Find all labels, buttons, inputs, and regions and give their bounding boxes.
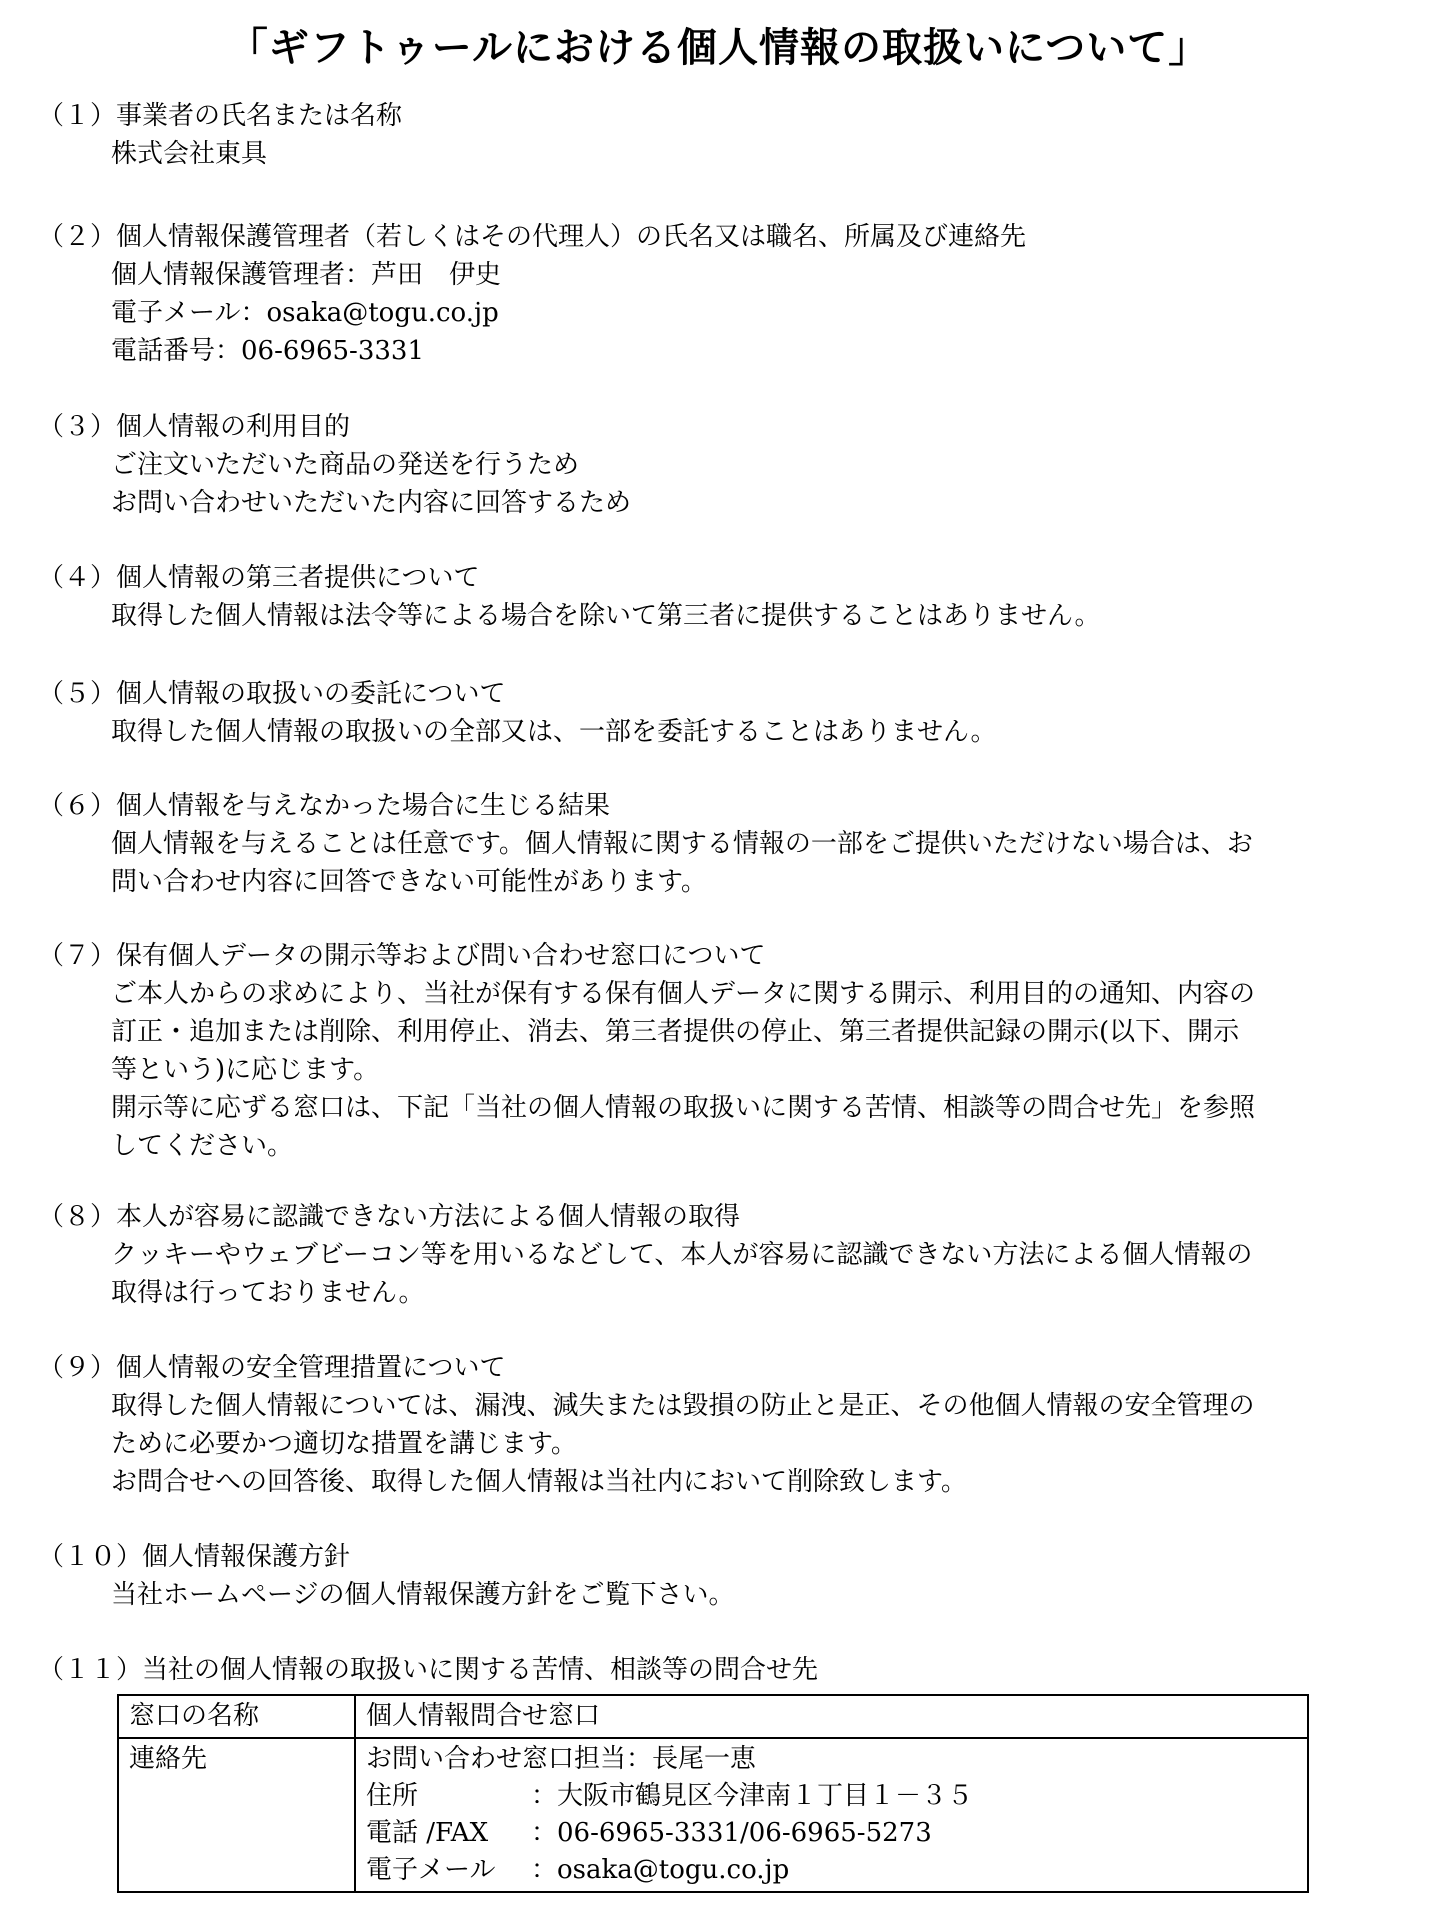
section-2 xyxy=(38,218,1408,370)
contact-address-row xyxy=(366,1778,1297,1815)
section-line: 電話番号：06-6965-3331 xyxy=(111,336,424,366)
section-heading: （１１）当社の個人情報の取扱いに関する苦情、相談等の問合せ先 xyxy=(38,1655,819,1685)
email-value: ：osaka@togu.co.jp xyxy=(531,1855,790,1885)
table-cell-key: 窓口の名称 xyxy=(118,1695,355,1738)
section-line: クッキーやウェブビーコン等を用いるなどして、本人が容易に認識できない方法による個人情報の xyxy=(111,1240,1253,1270)
section-line: してください。 xyxy=(111,1131,294,1161)
section-11 xyxy=(38,1651,1408,1689)
contact-person: お問い合わせ窓口担当：長尾一恵 xyxy=(366,1744,757,1774)
section-5 xyxy=(38,675,1408,751)
table-cell-key: 連絡先 xyxy=(118,1738,355,1892)
section-line: 電子メール：osaka@togu.co.jp xyxy=(111,298,499,328)
address-value: ：大阪市鶴見区今津南１丁目１－３５ xyxy=(531,1781,974,1811)
section-line: ために必要かつ適切な措置を講じます。 xyxy=(111,1429,577,1459)
section-6 xyxy=(38,787,1408,901)
section-4 xyxy=(38,559,1408,635)
section-8 xyxy=(38,1198,1408,1312)
section-1 xyxy=(38,97,1408,173)
section-line: 当社ホームページの個人情報保護方針をご覧下さい。 xyxy=(111,1580,735,1610)
section-line: 開示等に応ずる窓口は、下記「当社の個人情報の取扱いに関する苦情、相談等の問合せ先」を参照 xyxy=(111,1093,1256,1123)
section-line: ご注文いただいた商品の発送を行うため xyxy=(111,450,580,480)
section-10 xyxy=(38,1538,1408,1614)
section-line: 等という)に応じます。 xyxy=(111,1055,380,1085)
section-line: 個人情報を与えることは任意です。個人情報に関する情報の一部をご提供いただけない場合は、お xyxy=(111,829,1253,859)
table-row xyxy=(118,1738,1308,1892)
table-cell-value: 個人情報問合せ窓口 xyxy=(355,1695,1308,1738)
section-line: 取得した個人情報については、漏洩、減失または毀損の防止と是正、その他個人情報の安全管理の xyxy=(111,1391,1255,1421)
section-line: 個人情報保護管理者：芦田 伊史 xyxy=(111,260,502,290)
section-line: お問い合わせいただいた内容に回答するため xyxy=(111,488,632,518)
section-line: 取得した個人情報は法令等による場合を除いて第三者に提供することはありません。 xyxy=(111,601,1101,631)
address-label: 住所 xyxy=(366,1781,419,1811)
contact-tel-row xyxy=(366,1815,1297,1852)
section-line: 取得した個人情報の取扱いの全部又は、一部を委託することはありません。 xyxy=(111,717,997,747)
section-heading: （５）個人情報の取扱いの委託について xyxy=(38,679,506,709)
section-7 xyxy=(38,937,1408,1165)
section-line: 株式会社東具 xyxy=(111,139,268,169)
page-title: 「ギフトゥールにおける個人情報の取扱いについて」 xyxy=(227,25,1210,71)
tel-value: ：06-6965-3331/06-6965-5273 xyxy=(531,1818,932,1848)
section-heading: （２）個人情報保護管理者（若しくはその代理人）の氏名又は職名、所属及び連絡先 xyxy=(38,222,1027,252)
section-heading: （１０）個人情報保護方針 xyxy=(38,1542,351,1572)
contact-table xyxy=(117,1694,1309,1893)
email-label: 電子メール xyxy=(366,1855,496,1885)
section-heading: （７）保有個人データの開示等および問い合わせ窓口について xyxy=(38,941,766,971)
section-heading: （６）個人情報を与えなかった場合に生じる結果 xyxy=(38,791,611,821)
section-line: 訂正・追加または削除、利用停止、消去、第三者提供の停止、第三者提供記録の開示(以下、開示 xyxy=(111,1017,1240,1047)
table-row xyxy=(118,1695,1308,1738)
section-heading: （３）個人情報の利用目的 xyxy=(38,412,351,442)
section-line: お問合せへの回答後、取得した個人情報は当社内において削除致します。 xyxy=(111,1467,967,1497)
section-line: 問い合わせ内容に回答できない可能性があります。 xyxy=(111,867,707,897)
section-line: 取得は行っておりません。 xyxy=(111,1278,425,1308)
section-heading: （４）個人情報の第三者提供について xyxy=(38,563,480,593)
tel-label: 電話 /FAX xyxy=(366,1818,489,1848)
section-line: ご本人からの求めにより、当社が保有する保有個人データに関する開示、利用目的の通知、内容の xyxy=(111,979,1256,1009)
contact-email-row xyxy=(366,1852,1297,1889)
section-heading: （１）事業者の氏名または名称 xyxy=(38,101,403,131)
section-3 xyxy=(38,408,1408,522)
table-cell-value xyxy=(355,1738,1308,1892)
section-heading: （８）本人が容易に認識できない方法による個人情報の取得 xyxy=(38,1202,741,1232)
section-heading: （９）個人情報の安全管理措置について xyxy=(38,1353,506,1383)
section-9 xyxy=(38,1349,1408,1501)
